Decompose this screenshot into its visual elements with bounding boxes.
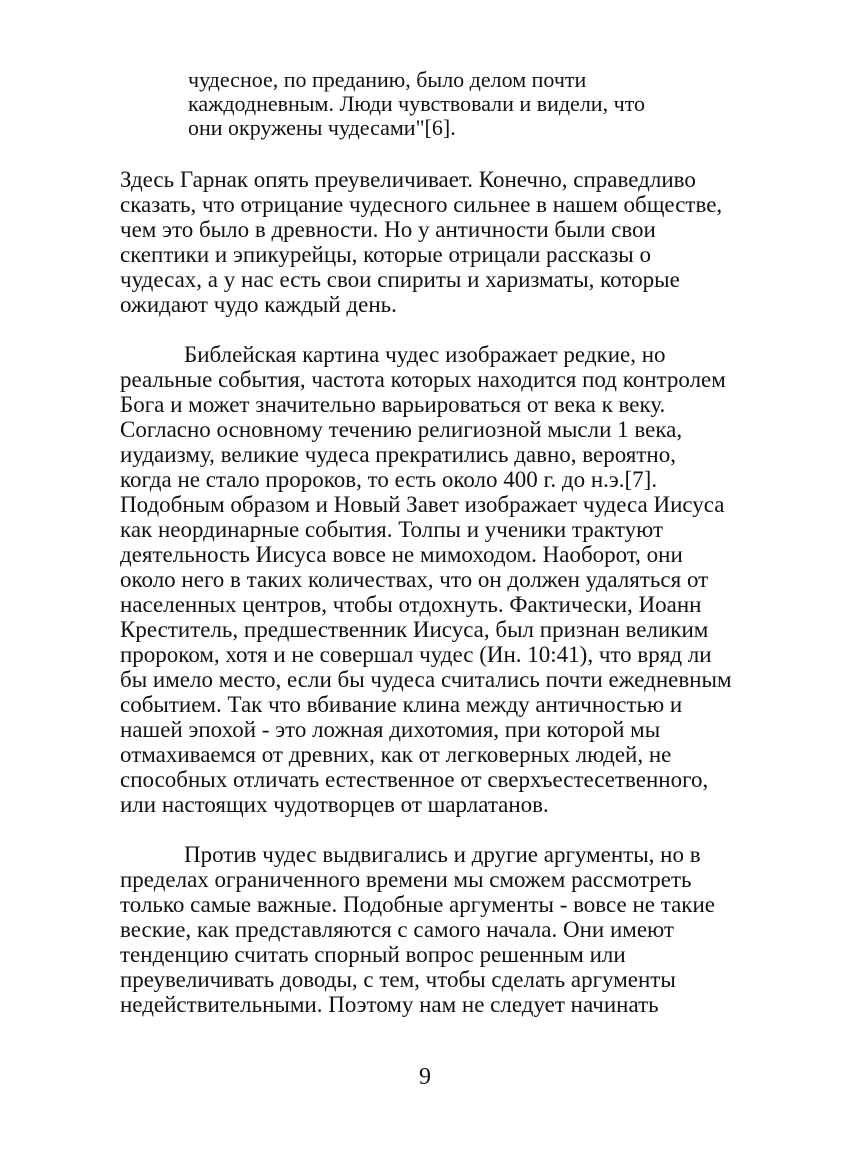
text-line: они окружены чудесами"[6].	[188, 115, 456, 140]
text-line: способных отличать естественное от сверхъестесетвенного,	[120, 767, 709, 792]
text-line: чудесное, по преданию, было делом почти	[188, 67, 587, 92]
page-number: 9	[419, 1064, 431, 1090]
text-line: пределах ограниченного времени мы сможем рассмотреть	[120, 867, 692, 892]
text-line: деятельность Иисуса вовсе не мимоходом. Наоборот, они	[120, 542, 683, 567]
text-line: как неординарные события. Толпы и ученики трактуют	[120, 517, 664, 542]
text-line: ожидают чудо каждый день.	[120, 292, 397, 317]
text-line: недействительными. Поэтому нам не следует начинать	[120, 992, 659, 1017]
text-line: бы имело место, если бы чудеса считались почти ежедневным	[120, 667, 732, 692]
text-line: пророком, хотя и не совершал чудес (Ин. 10:41), что вряд ли	[120, 642, 712, 667]
text-line: тенденцию считать спорный вопрос решенным или	[120, 942, 626, 967]
text-line: веские, как представляются с самого начала. Они имеют	[120, 917, 674, 942]
text-line: отмахиваемся от древних, как от легковерных людей, не	[120, 742, 672, 767]
paragraph-3	[120, 842, 760, 1017]
text-line: только самые важные. Подобные аргументы - вовсе не такие	[120, 892, 715, 917]
text-line: населенных центров, чтобы отдохнуть. Фактически, Иоанн	[120, 592, 702, 617]
text-line: реальные события, частота которых находится под контролем	[120, 367, 726, 392]
paragraph-2	[120, 342, 760, 817]
text-line: преувеличивать доводы, с тем, чтобы сделать аргументы	[120, 967, 676, 992]
text-line: чудесах, а у нас есть свои спириты и харизматы, которые	[120, 267, 680, 292]
text-line: Подобным образом и Новый Завет изображает чудеса Иисуса	[120, 492, 725, 517]
text-line: Бога и может значительно варьироваться от века к веку.	[120, 392, 666, 417]
text-line: Библейская картина чудес изображает редкие, но	[184, 342, 666, 367]
text-line: когда не стало пророков, то есть около 400 г. до н.э.[7].	[120, 467, 658, 492]
text-line: чем это было в древности. Но у античности были свои	[120, 217, 656, 242]
text-line: иудаизму, великие чудеса прекратились давно, вероятно,	[120, 442, 676, 467]
text-line: скептики и эпикурейцы, которые отрицали рассказы о	[120, 242, 651, 267]
text-line: каждодневным. Люди чувствовали и видели, что	[188, 91, 645, 116]
paragraph-1	[120, 167, 760, 317]
text-line: событием. Так что вбивание клина между античностью и	[120, 692, 683, 717]
text-line: около него в таких количествах, что он должен удаляться от	[120, 567, 709, 592]
text-line: Согласно основному течению религиозной мысли 1 века,	[120, 417, 683, 442]
text-line: Против чудес выдвигались и другие аргументы, но в	[184, 842, 701, 867]
text-line: Здесь Гарнак опять преувеличивает. Конечно, справедливо	[120, 167, 696, 192]
block-quote	[188, 68, 748, 140]
text-line: сказать, что отрицание чудесного сильнее в нашем обществе,	[120, 192, 723, 217]
text-line: нашей эпохой - это ложная дихотомия, при которой мы	[120, 717, 661, 742]
text-line: или настоящих чудотворцев от шарлатанов.	[120, 792, 549, 817]
text-line: Креститель, предшественник Иисуса, был признан великим	[120, 617, 709, 642]
